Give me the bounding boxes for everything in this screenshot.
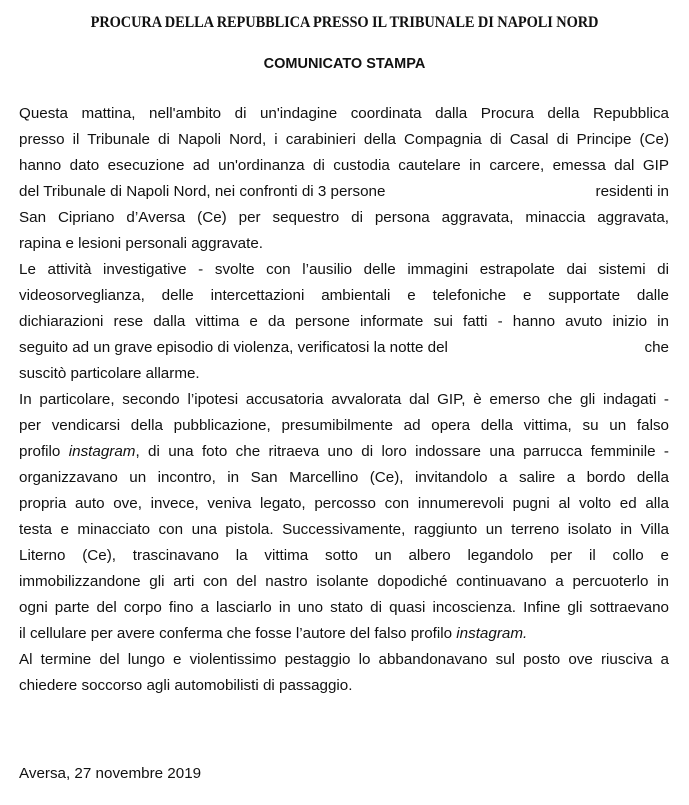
- text-line: Questa mattina, nell'ambito di un'indagine coordinata dalla Procura della Repubblica: [19, 105, 669, 122]
- text-line: dichiarazioni rese dalla vittima e da persone informate sui fatti - hanno avuto inizio in: [19, 313, 669, 330]
- text-line: ogni parte del corpo fino a lasciarlo in uno stato di quasi incoscienza. Infine gli sottraevano: [19, 599, 669, 616]
- document-header: PROCURA DELLA REPUBBLICA PRESSO IL TRIBUNALE DI NAPOLI NORD: [90, 14, 599, 31]
- text-segment: residenti in: [595, 183, 669, 200]
- paragraph: [19, 387, 669, 647]
- text-line-redacted: [19, 179, 669, 205]
- text-line: testa e minacciato con una pistola. Successivamente, raggiunto un terreno isolato in Villa: [19, 521, 669, 538]
- text-line: organizzavano un incontro, in San Marcellino (Ce), invitandolo a salire a bordo della: [19, 469, 669, 486]
- text-line: San Cipriano d’Aversa (Ce) per sequestro di persona aggravata, minaccia aggravata,: [19, 209, 669, 226]
- text-segment: , di una foto che ritraeva uno di loro indossare una parrucca femminile -: [135, 443, 669, 460]
- text-line: In particolare, secondo l’ipotesi accusatoria avvalorata dal GIP, è emerso che gli indagati -: [19, 391, 669, 408]
- document-body: [19, 101, 669, 699]
- paragraph: [19, 647, 669, 699]
- text-line: immobilizzandone gli arti con del nastro isolante dopodiché continuavano a percuoterlo in: [19, 573, 669, 590]
- text-line: rapina e lesioni personali aggravate.: [19, 235, 264, 252]
- text-segment: che: [644, 339, 669, 356]
- text-line: suscitò particolare allarme.: [19, 365, 200, 382]
- paragraph: [19, 101, 669, 257]
- text-line: propria auto ove, invece, veniva legato, percosso con innumerevoli pugni al volto ed alla: [19, 495, 669, 512]
- text-line: videosorveglianza, delle intercettazioni ambientali e telefoniche e supportate dalle: [19, 287, 669, 304]
- text-line-redacted: [19, 335, 669, 361]
- text-line: hanno dato esecuzione ad un'ordinanza di custodia cautelare in carcere, emessa dal GIP: [19, 157, 669, 174]
- text-line: presso il Tribunale di Napoli Nord, i carabinieri della Compagnia di Casal di Principe (Ce): [19, 131, 669, 148]
- text-segment: profilo: [19, 443, 69, 460]
- paragraph: [19, 257, 669, 387]
- text-segment: seguito ad un grave episodio di violenza, verificatosi la notte del: [19, 339, 448, 356]
- text-line: per vendicarsi della pubblicazione, presumibilmente ad opera della vittima, su un falso: [19, 417, 669, 434]
- italic-text: instagram.: [456, 625, 528, 642]
- signoff-date: Aversa, 27 novembre 2019: [19, 765, 202, 782]
- text-line: [19, 439, 669, 465]
- text-line: Al termine del lungo e violentissimo pestaggio lo abbandonavano sul posto ove riusciva a: [19, 651, 669, 668]
- document-title: COMUNICATO STAMPA: [263, 56, 426, 72]
- text-line: Le attività investigative - svolte con l’ausilio delle immagini estrapolate dai sistemi di: [19, 261, 669, 278]
- text-line: chiedere soccorso agli automobilisti di passaggio.: [19, 677, 353, 694]
- text-line: Literno (Ce), trascinavano la vittima sotto un albero legandolo per il collo e: [19, 547, 669, 564]
- text-line: [19, 621, 669, 647]
- italic-text: instagram: [68, 443, 136, 460]
- text-segment: il cellulare per avere conferma che fosse l’autore del falso profilo: [19, 625, 457, 642]
- text-segment: del Tribunale di Napoli Nord, nei confronti di 3 persone: [19, 183, 386, 200]
